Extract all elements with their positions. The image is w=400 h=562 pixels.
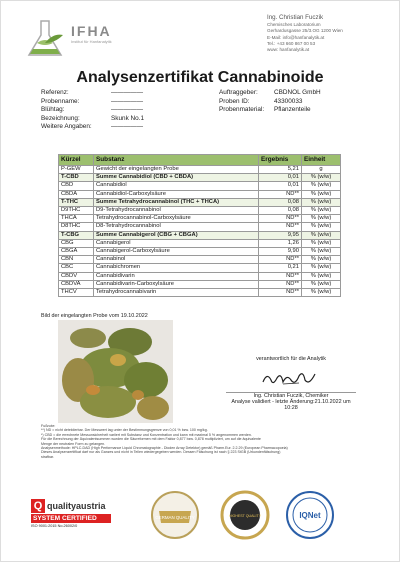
- footnote-line: Dieses Analysenzertifikat darf nur als Ganzes und nicht in Teilen wiedergegeben werden. Dessen Fälschung ist nach § 223 StGB (Urkundenfälschung): [41, 450, 281, 455]
- footnotes: [41, 424, 359, 459]
- cell-substance: Cannabidivarin-Carboxylsäure: [94, 280, 259, 288]
- cell-unit: % (w/w): [302, 239, 341, 247]
- footnote-line: **) ND = nicht detektierbar. Der Messwert lag unter der Bestimmungsgrenze von 0,01 % bzw. 100 mg/kg.: [41, 428, 208, 433]
- iqnet-seal-icon: [284, 489, 336, 541]
- cell-code: CBDA: [59, 190, 94, 198]
- cell-code: D9THC: [59, 207, 94, 215]
- meta-row: [41, 106, 144, 115]
- logo-tagline: Institut für Hanfanalytik: [71, 39, 112, 44]
- meta-row: [41, 98, 144, 107]
- table-row: [59, 280, 341, 288]
- col-header-result: Ergebnis: [259, 155, 302, 166]
- quality-austria-badge: [31, 499, 126, 528]
- quality-seal-icon: [149, 489, 201, 541]
- meta-key: Proben ID:: [219, 97, 250, 105]
- meta-row: [219, 98, 321, 107]
- cell-unit: % (w/w): [302, 248, 341, 256]
- qa-brand: qualityaustria: [47, 501, 106, 511]
- cell-code: T-THC: [59, 198, 94, 206]
- footnote-line: Für die Berechnung der Äquivalentsummen wurden die Säureformen mit dem Faktor 0,877 bzw. 0,878 multipliziert, um auf die äquivalente: [41, 437, 261, 442]
- results-table: [58, 154, 341, 297]
- signature-label: verantwortlich für die Analytik: [256, 356, 326, 362]
- page-title: Analysenzertifikat Cannabinoide: [76, 69, 324, 86]
- table-row: [59, 256, 341, 264]
- sample-photo-image: [58, 320, 173, 423]
- cell-code: CBGA: [59, 248, 94, 256]
- cell-unit: % (w/w): [302, 272, 341, 280]
- cell-substance: Cannabidivarin: [94, 272, 259, 280]
- cell-substance: Summe Cannabigerol (CBG + CBGA): [94, 231, 259, 239]
- meta-value: 43300033: [274, 97, 303, 105]
- qa-q-icon: Q: [31, 499, 45, 513]
- table-row: [59, 223, 341, 231]
- cell-substance: Cannabidiol-Carboxylsäure: [94, 190, 259, 198]
- cell-substance: D9-Tetrahydrocannabinol: [94, 207, 259, 215]
- cell-result: 0,01: [259, 182, 302, 190]
- lab-line: Gerhardusgasse 25/3.OG 1200 Wien: [267, 28, 343, 34]
- cell-substance: Tetrahydrocannabinol-Carboxylsäure: [94, 215, 259, 223]
- footnote-line: strafbar.: [41, 454, 54, 459]
- cell-unit: % (w/w): [302, 190, 341, 198]
- table-row: [59, 248, 341, 256]
- lab-name: Ing. Christian Fuczik: [267, 14, 324, 21]
- cell-code: T-CBG: [59, 231, 94, 239]
- quality-seal-2-icon: [219, 489, 271, 541]
- cell-substance: Gewicht der eingelangten Probe: [94, 166, 259, 174]
- meta-value: Pflanzenteile: [274, 106, 311, 114]
- cell-code: CBDVA: [59, 280, 94, 288]
- cell-code: THCV: [59, 289, 94, 297]
- table-row: [59, 239, 341, 247]
- handwritten-signature-icon: [259, 368, 323, 390]
- validated-time: 10:28: [284, 405, 298, 411]
- meta-key: Probenmaterial:: [219, 106, 265, 114]
- cell-unit: % (w/w): [302, 182, 341, 190]
- lab-line: E-Mail: info@hanfanalytik.at: [267, 34, 325, 40]
- meta-value: —————: [111, 106, 143, 114]
- lab-line: Chemisches Laboratorium: [267, 22, 321, 28]
- col-header-unit: Einheit: [302, 155, 341, 166]
- cell-unit: % (w/w): [302, 207, 341, 215]
- meta-row: [41, 89, 144, 98]
- meta-row: [219, 89, 321, 98]
- cell-result: 0,08: [259, 198, 302, 206]
- results-body: [59, 166, 341, 297]
- table-row: [59, 264, 341, 272]
- meta-value: —————: [111, 89, 143, 96]
- meta-key: Bezeichnung:: [41, 114, 80, 122]
- cell-unit: % (w/w): [302, 215, 341, 223]
- meta-value: —————: [111, 97, 143, 105]
- footnote-line: *) CBD = die errechnete Messunsicherheit variiert mit Substanz und Konzentration und kann mit maximal 5 % angenommen werden.: [41, 432, 252, 437]
- cell-result: 5,21: [259, 166, 302, 174]
- logo-name: IFHA: [71, 23, 112, 39]
- meta-key: Referenz:: [41, 89, 69, 96]
- table-row: [59, 207, 341, 215]
- cell-code: P-GEW: [59, 166, 94, 174]
- lab-line: Tel.: +43 660 867 00 53: [267, 40, 316, 46]
- table-row: [59, 198, 341, 206]
- cell-code: D8THC: [59, 223, 94, 231]
- cell-result: ND**: [259, 280, 302, 288]
- footnote-line: Menge der neutralen Form zu gelangen.: [41, 441, 106, 446]
- cell-substance: Summe Tetrahydrocannabinol (THC + THCA): [94, 198, 259, 206]
- cell-unit: % (w/w): [302, 256, 341, 264]
- col-header-substance: Substanz: [94, 155, 259, 166]
- cell-unit: g: [302, 166, 341, 174]
- footnote-line: Analysenmethode: HPLC-DAD (High Performance Liquid Chromatographie - Dioden Array Detektor) gemäß Pharm.Eur. 2.2.29 (European Pharmacopoeia): [41, 446, 288, 451]
- cell-substance: Cannabigerol: [94, 239, 259, 247]
- meta-value: Skunk No.1: [111, 114, 145, 122]
- meta-value: —————: [111, 123, 143, 131]
- signature-block: [216, 356, 366, 411]
- cell-substance: D8-Tetrahydrocannabinol: [94, 223, 259, 231]
- cell-result: ND**: [259, 272, 302, 280]
- cell-substance: Cannabidiol: [94, 182, 259, 190]
- meta-key: Probenname:: [41, 97, 80, 105]
- lab-address: [267, 15, 387, 53]
- cell-result: ND**: [259, 190, 302, 198]
- cell-unit: % (w/w): [302, 174, 341, 182]
- table-row: [59, 166, 341, 174]
- cell-unit: % (w/w): [302, 264, 341, 272]
- cell-substance: Cannabinol: [94, 256, 259, 264]
- cell-unit: % (w/w): [302, 289, 341, 297]
- qa-system: SYSTEM CERTIFIED: [31, 514, 111, 523]
- cell-substance: Summe Cannabidiol (CBD + CBDA): [94, 174, 259, 182]
- qa-brand-row: [31, 499, 126, 513]
- meta-key: Auftraggeber:: [219, 89, 258, 96]
- meta-key: Blühtag:: [41, 106, 65, 114]
- cell-unit: % (w/w): [302, 223, 341, 231]
- table-row: [59, 272, 341, 280]
- cell-result: ND**: [259, 289, 302, 297]
- cell-result: 1,26: [259, 239, 302, 247]
- table-header-row: [59, 155, 341, 166]
- cell-code: THCA: [59, 215, 94, 223]
- cell-result: 9,90: [259, 248, 302, 256]
- cell-result: 0,01: [259, 174, 302, 182]
- cell-code: CBC: [59, 264, 94, 272]
- meta-left: [41, 89, 144, 132]
- cell-substance: Tetrahydrocannabivarin: [94, 289, 259, 297]
- cell-result: ND**: [259, 215, 302, 223]
- meta-key: Weitere Angaben:: [41, 123, 92, 131]
- validated-text: Analyse validiert - letzte Änderung:21.10.2022 um: [231, 399, 351, 405]
- cell-code: CBG: [59, 239, 94, 247]
- cell-unit: % (w/w): [302, 280, 341, 288]
- meta-right: [219, 89, 321, 115]
- lab-line: www: hanfanalytik.at: [267, 47, 310, 53]
- cell-code: T-CBD: [59, 174, 94, 182]
- cell-code: CBN: [59, 256, 94, 264]
- table-row: [59, 174, 341, 182]
- table-row: [59, 231, 341, 239]
- col-header-code: Kürzel: [59, 155, 94, 166]
- cell-unit: % (w/w): [302, 231, 341, 239]
- qa-iso: ISO 9001:2015 No.26002/0: [31, 524, 78, 528]
- seal2-text: HIGHEST QUALITY: [228, 514, 262, 518]
- cell-code: CBDV: [59, 272, 94, 280]
- cell-substance: Cannabigerol-Carboxylsäure: [94, 248, 259, 256]
- table-row: [59, 190, 341, 198]
- meta-row: [41, 115, 144, 124]
- meta-value: CBDNOL GmbH: [274, 89, 321, 96]
- cell-result: ND**: [259, 256, 302, 264]
- table-row: [59, 289, 341, 297]
- seal1-text: GERMAN QUALITY: [155, 515, 195, 520]
- cell-substance: Cannabichromen: [94, 264, 259, 272]
- seal3-text: IQNet: [299, 511, 321, 520]
- meta-row: [219, 106, 321, 115]
- photo-caption: Bild der eingelangten Probe vom 19.10.2022: [41, 313, 148, 319]
- cell-result: 0,08: [259, 207, 302, 215]
- table-row: [59, 215, 341, 223]
- table-row: [59, 182, 341, 190]
- cell-code: CBD: [59, 182, 94, 190]
- footnote-title: Fußnote:: [41, 424, 56, 428]
- cell-unit: % (w/w): [302, 198, 341, 206]
- cell-result: 9,95: [259, 231, 302, 239]
- meta-row: [41, 123, 144, 132]
- signer-name: Ing. Christian Fuczik, Chemiker: [253, 393, 329, 399]
- cell-result: ND**: [259, 223, 302, 231]
- cell-result: 0,21: [259, 264, 302, 272]
- ifha-flask-logo-icon: [23, 19, 73, 59]
